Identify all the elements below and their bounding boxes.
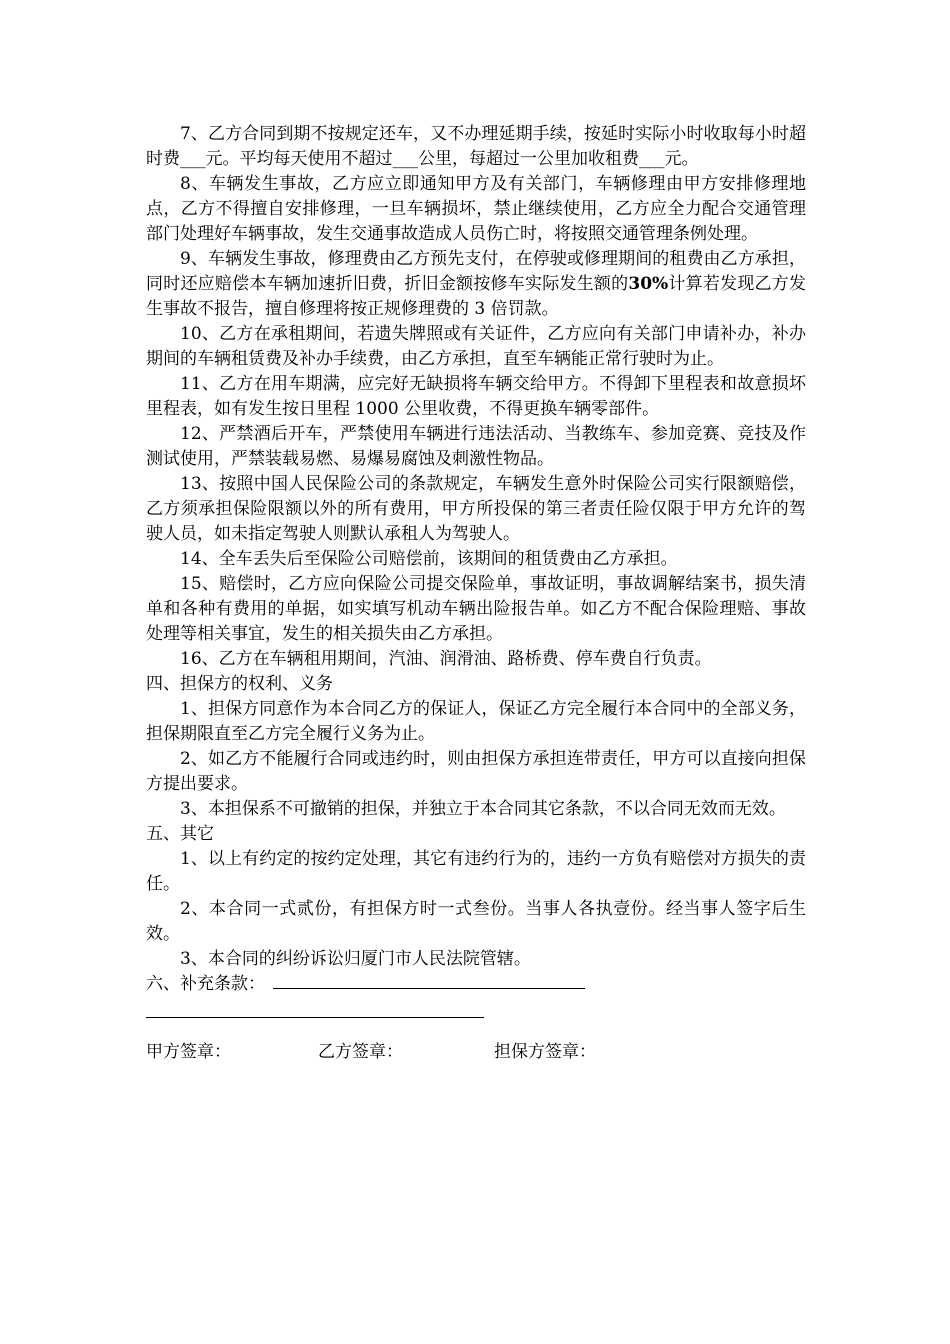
clause-14: 14、全车丢失后至保险公司赔偿前，该期间的租赁费由乙方承担。 <box>180 549 678 569</box>
section-4-item-2: 2、如乙方不能履行合同或违约时，则由担保方承担连带责任，甲方可以直接向担保方提出要求。 <box>146 749 806 794</box>
section-6-label: 六、补充条款： <box>146 974 265 994</box>
clause-16: 16、乙方在车辆租用期间，汽油、润滑油、路桥费、停车费自行负责。 <box>180 649 712 669</box>
clause-9-text-post: 计算若发现乙方发生事故不报告，擅自修理将按正规修理费的 3 倍罚款。 <box>146 274 807 319</box>
section-4-item-3: 3、本担保系不可撤销的担保，并独立于本合同其它条款，不以合同无效而无效。 <box>180 799 786 819</box>
supplementary-blank-line-2[interactable] <box>146 997 484 1018</box>
party-a-signature[interactable]: 甲方签章： <box>146 1042 231 1062</box>
section-5-item-1: 1、以上有约定的按约定处理，其它有违约行为的，违约一方负有赔偿对方损失的责任。 <box>146 849 806 894</box>
clause-7: 7、乙方合同到期不按规定还车，又不办理延期手续，按延时实际小时收取每小时超时费___元。平均每天使用不超过___公里，每超过一公里加收租费___元。 <box>146 124 806 169</box>
clause-9-text-pre: 9、车辆发生事故，修理费由乙方预先支付，在停驶或修理期间的租费由乙方承担，同时还应赔偿本车辆加速折旧费，折旧金额按修车实际发生额的 <box>146 249 806 294</box>
section-5-item-3: 3、本合同的纠纷诉讼归厦门市人民法院管辖。 <box>180 949 531 969</box>
section-5-heading: 五、其它 <box>146 824 214 844</box>
clause-15: 15、赔偿时，乙方应向保险公司提交保险单，事故证明，事故调解结案书，损失清单和各种有费用的单据，如实填写机动车辆出险报告单。如乙方不配合保险理赔、事故处理等相关事宜，发生的相关损失由乙方承担。 <box>146 574 806 644</box>
supplementary-blank-line[interactable] <box>273 987 585 989</box>
clause-8: 8、车辆发生事故，乙方应立即通知甲方及有关部门，车辆修理由甲方安排修理地点，乙方不得擅自安排修理，一旦车辆损坏，禁止继续使用，乙方应全力配合交通管理部门处理好车辆事故，发生交通事故造成人员伤亡时，将按照交通管理条例处理。 <box>146 174 806 244</box>
clause-12: 12、严禁酒后开车，严禁使用车辆进行违法活动、当教练车、参加竞赛、竞技及作测试使用，严禁装载易燃、易爆易腐蚀及刺激性物品。 <box>146 424 806 469</box>
guarantor-signature[interactable]: 担保方签章： <box>494 1042 596 1062</box>
clause-13: 13、按照中国人民保险公司的条款规定，车辆发生意外时保险公司实行限额赔偿，乙方须承担保险限额以外的所有费用，甲方所投保的第三者责任险仅限于甲方允许的驾驶人员，如未指定驾驶人则默认承租人为驾驶人。 <box>146 474 806 544</box>
section-4-item-1: 1、担保方同意作为本合同乙方的保证人，保证乙方完全履行本合同中的全部义务，担保期限直至乙方完全履行义务为止。 <box>146 699 806 744</box>
contract-page <box>146 122 806 1065</box>
section-5-item-2: 2、本合同一式贰份，有担保方时一式叁份。当事人各执壹份。经当事人签字后生效。 <box>146 899 806 944</box>
clause-11: 11、乙方在用车期满，应完好无缺损将车辆交给甲方。不得卸下里程表和故意损坏里程表，如有发生按日里程 1000 公里收费，不得更换车辆零部件。 <box>146 374 806 419</box>
clause-10: 10、乙方在承租期间，若遗失牌照或有关证件，乙方应向有关部门申请补办，补办期间的车辆租赁费及补办手续费，由乙方承担，直至车辆能正常行驶时为止。 <box>146 324 806 369</box>
section-6-heading <box>146 972 806 997</box>
signature-row <box>146 1040 806 1065</box>
section-4-heading: 四、担保方的权利、义务 <box>146 674 333 694</box>
clause-9-bold-rate: 30% <box>628 274 669 294</box>
party-b-signature[interactable]: 乙方签章： <box>318 1042 403 1062</box>
clause-9 <box>146 247 806 322</box>
